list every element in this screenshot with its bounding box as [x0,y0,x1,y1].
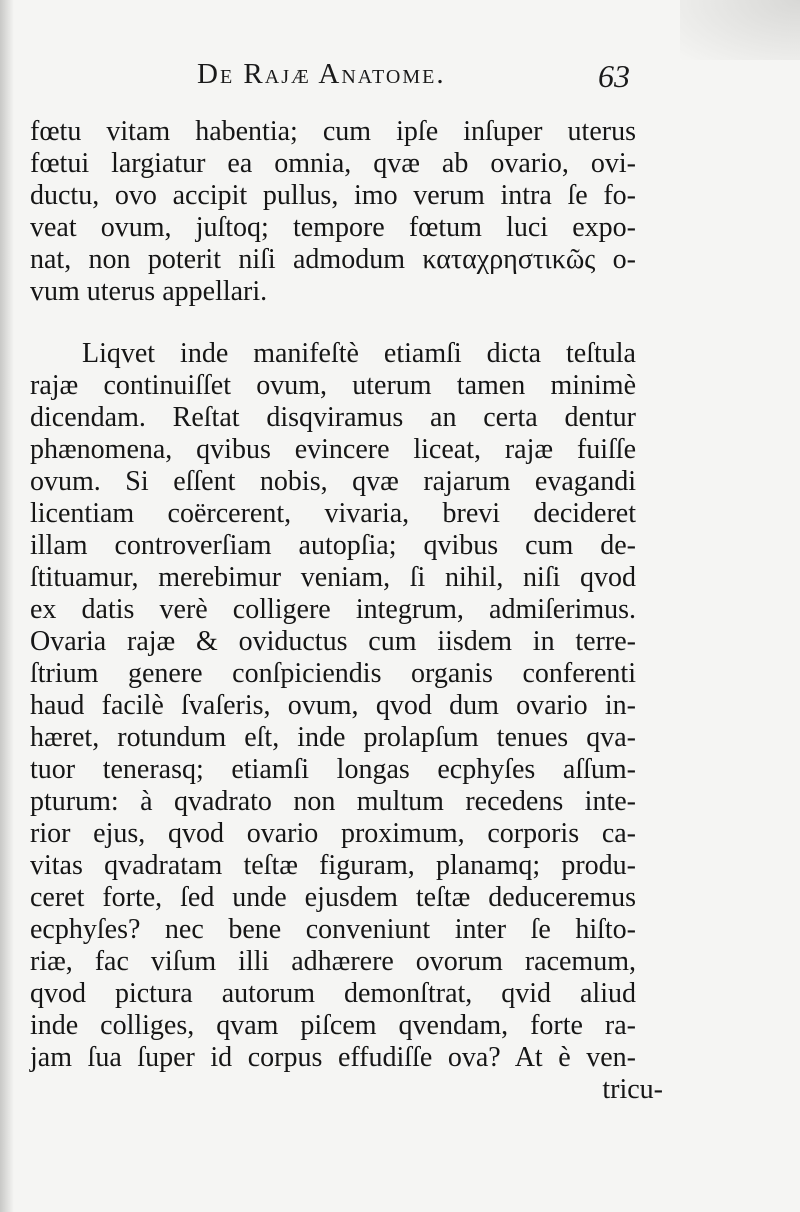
text-line: dicendam. Reſtat disqviramus an certa dentur [30,402,636,433]
text-line: ecphyſes? nec bene conveniunt inter ſe hiſto- [30,914,636,945]
text-line: tuor tenerasq; etiamſi longas ecphyſes aſſum- [30,754,636,785]
text-line: ceret forte, ſed unde ejusdem teſtæ deduceremus [30,882,636,913]
text-line: inde colliges, qvam piſcem qvendam, forte ra- [30,1010,636,1041]
text-line: ſtituamur, merebimur veniam, ſi nihil, niſi qvod [30,562,636,593]
page-corner-shadow [680,0,800,60]
text-line: phænomena, qvibus evincere liceat, rajæ fuiſſe [30,434,636,465]
text-line: riæ, fac viſum illi adhærere ovorum racemum, [30,946,636,977]
running-title: De Rajæ Anatome. [197,58,446,90]
text-line: illam controverſiam autopſia; qvibus cum de- [30,530,636,561]
page-header [0,52,800,102]
text-line: jam ſua ſuper id corpus effudiſſe ova? At è ven- [30,1042,636,1073]
text-line: ex datis verè colligere integrum, admiſerimus. [30,594,636,625]
text-line: vum uterus appellari. [30,276,268,307]
text-line: ovum. Si eſſent nobis, qvæ rajarum evagandi [30,466,636,497]
text-line: pturum: à qvadrato non multum recedens inte- [30,786,636,817]
text-line: fœtui largiatur ea omnia, qvæ ab ovario, ovi- [30,148,636,179]
text-line: ſtrium genere conſpiciendis organis conferenti [30,658,636,689]
text-line: rajæ continuiſſet ovum, uterum tamen minimè [30,370,636,401]
text-line: licentiam coërcerent, vivaria, brevi decideret [30,498,636,529]
text-line: veat ovum, juſtoq; tempore fœtum luci expo- [30,212,636,243]
page-number: 63 [598,58,630,94]
text-line: hæret, rotundum eſt, inde prolapſum tenues qva- [30,722,636,753]
text-line: fœtu vitam habentia; cum ipſe inſuper uterus [30,116,636,147]
text-line: nat, non poterit niſi admodum καταχρηστικῶς o- [30,244,636,275]
text-line: ductu, ovo accipit pullus, imo verum intra ſe fo- [30,180,636,211]
text-line: vitas qvadratam teſtæ figuram, planamq; produ- [30,850,636,881]
catchword: tricu- [602,1074,663,1105]
text-line: haud facilè ſvaſeris, ovum, qvod dum ovario in- [30,690,636,721]
text-line: Liqvet inde manifeſtè etiamſi dicta teſtula [82,338,636,369]
page-gutter-shadow [0,0,14,1212]
text-line: rior ejus, qvod ovario proximum, corporis ca- [30,818,636,849]
text-line: qvod pictura autorum demonſtrat, qvid aliud [30,978,636,1009]
text-line: Ovaria rajæ & oviductus cum iisdem in terre- [30,626,636,657]
